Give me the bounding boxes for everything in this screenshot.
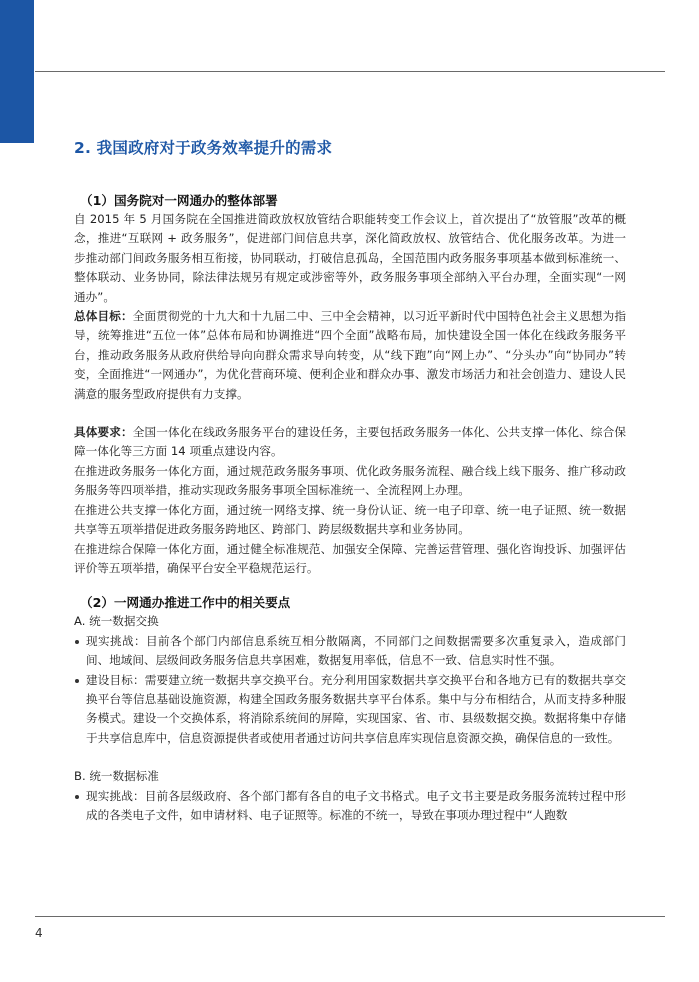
sub-b-list bbox=[74, 787, 626, 826]
footer-rule bbox=[35, 916, 665, 917]
blue-side-bar bbox=[0, 0, 34, 143]
part1-intro: 自 2015 年 5 月国务院在全国推进简政放权放管结合职能转变工作会议上，首次提出了“放管服”改革的概念，推进“互联网 + 政务服务”，促进部门间信息共享，深化简政放权、放管结合、优化服务改革。为进一步推动部门间政务服务相互衔接，协同联动，打破信息孤岛，全国范围内政务服务事项基本做到标准统一、整体联动、业务协同，除法律法规另有规定或涉密等外，政务服务事项全部纳入平台办理，全面实现“一网通办”。 bbox=[74, 212, 626, 304]
spacer bbox=[74, 578, 626, 594]
part2-heading: （2）一网通办推进工作中的相关要点 bbox=[80, 595, 291, 611]
overall-goal-label: 总体目标： bbox=[74, 309, 133, 324]
page-content bbox=[74, 192, 626, 825]
header-rule bbox=[35, 71, 665, 72]
requirements-paragraph bbox=[74, 423, 626, 462]
spacer bbox=[74, 748, 626, 767]
requirements-label: 具体要求： bbox=[74, 425, 133, 440]
list-item: 建设目标：需要建立统一数据共享交换平台。充分利用国家数据共享交换平台和各地方已有的数据共享交换平台等信息基础设施资源，构建全国政务服务数据共享平台体系。集中与分布相结合，从而支持多种服务模式。建设一个交换体系，将消除系统间的屏障，实现国家、省、市、县级数据交换。数据将集中存储于共享信息库中，信息资源提供者或使用者通过访问共享信息库实现信息资源交换，确保信息的一致性。 bbox=[74, 671, 626, 749]
sub-b-label: B. 统一数据标准 bbox=[74, 769, 159, 784]
requirement-item: 在推进政务服务一体化方面，通过规范政务服务事项、优化政务服务流程、融合线上线下服务、推广移动政务服务等四项举措，推动实现政务服务事项全国标准统一、全流程网上办理。 bbox=[74, 463, 626, 498]
overall-goal-text: 全面贯彻党的十九大和十九届二中、三中全会精神，以习近平新时代中国特色社会主义思想为指导，统筹推进“五位一体”总体布局和协调推进“四个全面”战略布局，加快建设全国一体化在线政务服务平台，推动政务服务从政府供给导向向群众需求导向转变，从“线下跑”向“网上办”、“分头办”向“协同办”转变，全面推进“一网通办”，为优化营商环境、便利企业和群众办事、激发市场活力和社会创造力、建设人民满意的服务型政府提供有力支撑。 bbox=[74, 309, 626, 401]
part1-heading: （1）国务院对一网通办的整体部署 bbox=[80, 193, 278, 208]
requirements-text: 全国一体化在线政务服务平台的建设任务，主要包括政务服务一体化、公共支撑一体化、综合保障一体化等三方面 14 项重点建设内容。 bbox=[74, 425, 626, 459]
section-title: 2. 我国政府对于政务效率提升的需求 bbox=[74, 139, 333, 157]
requirement-item: 在推进综合保障一体化方面，通过健全标准规范、加强安全保障、完善运营管理、强化咨询投诉、加强评估评价等五项举措，确保平台安全平稳规范运行。 bbox=[74, 541, 626, 575]
sub-a-list bbox=[74, 632, 626, 748]
list-item: 现实挑战：目前各层级政府、各个部门都有各自的电子文书格式。电子文书主要是政务服务流转过程中形成的各类电子文件，如申请材料、电子证照等。标准的不统一，导致在事项办理过程中“人跑数 bbox=[74, 787, 626, 826]
spacer bbox=[74, 404, 626, 423]
requirement-item: 在推进公共支撑一体化方面，通过统一网络支撑、统一身份认证、统一电子印章、统一电子证照、统一数据共享等五项举措促进政务服务跨地区、跨部门、跨层级数据共享和业务协同。 bbox=[74, 502, 626, 537]
sub-a-label: A. 统一数据交换 bbox=[74, 614, 159, 629]
page-number: 4 bbox=[35, 926, 43, 940]
list-item: 现实挑战：目前各个部门内部信息系统互相分散隔离，不同部门之间数据需要多次重复录入，造成部门间、地域间、层级间政务服务信息共享困难，数据复用率低，信息不一致、信息实时性不强。 bbox=[74, 632, 626, 671]
overall-goal-paragraph bbox=[74, 307, 626, 404]
